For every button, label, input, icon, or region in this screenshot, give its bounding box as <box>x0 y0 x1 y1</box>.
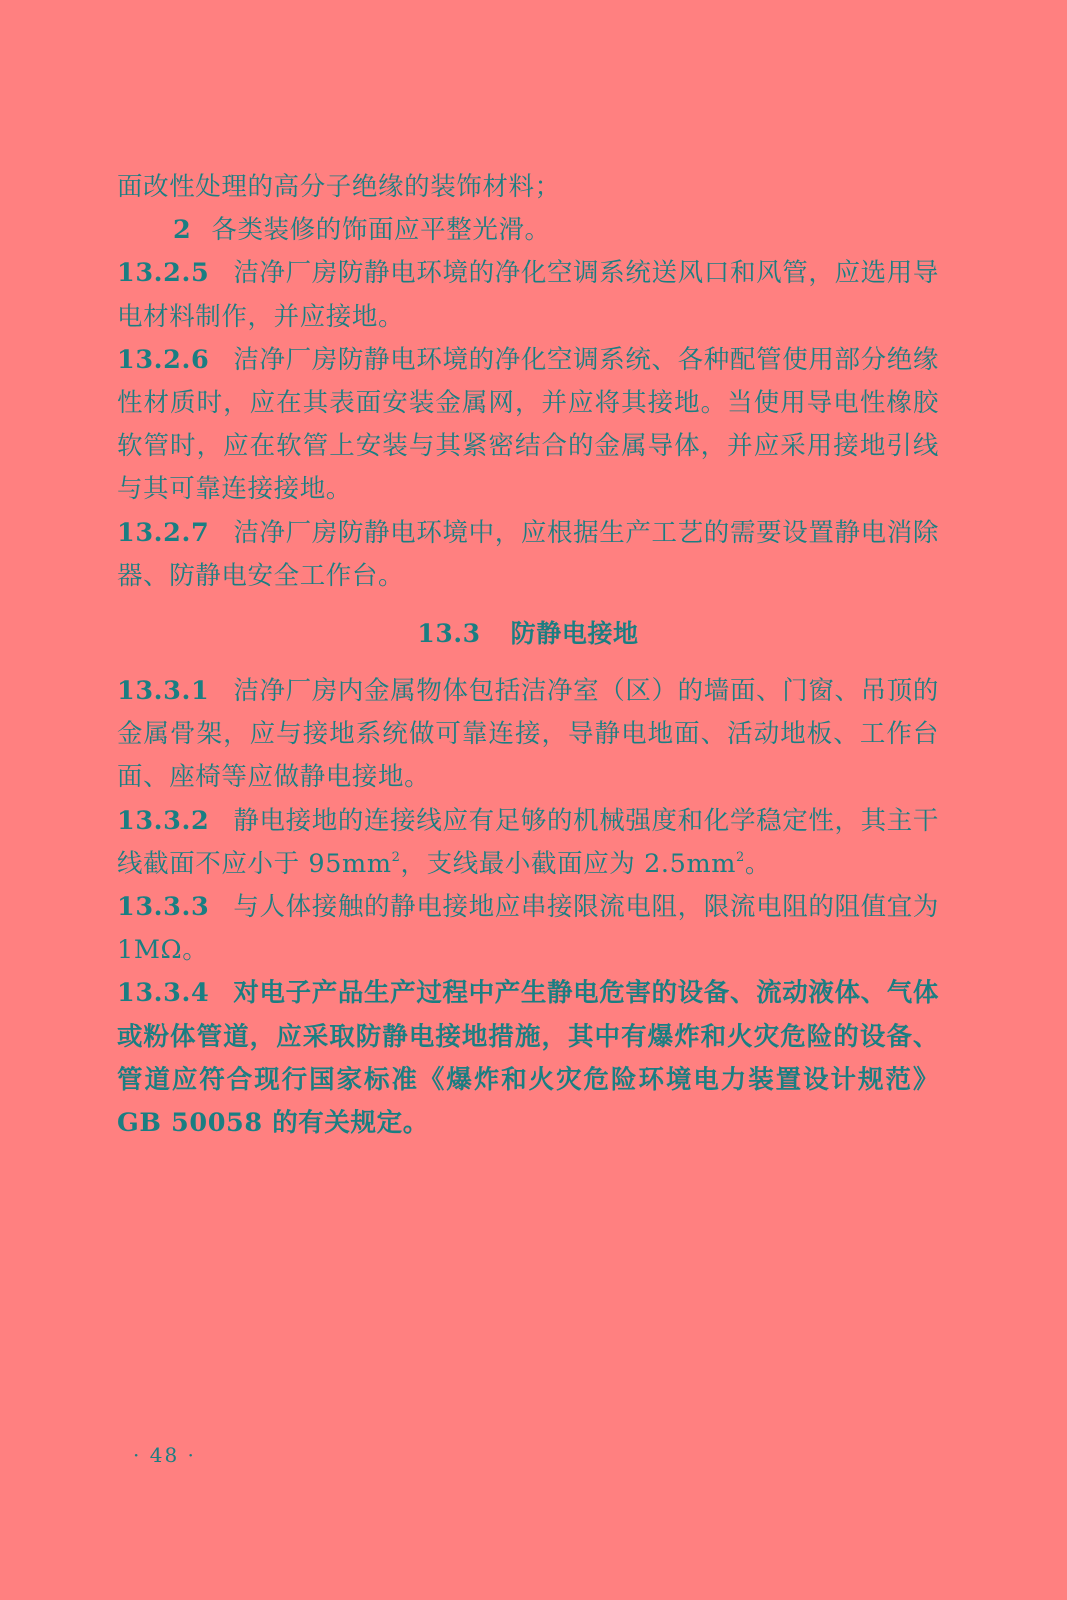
clause-13-3-2 <box>117 800 939 886</box>
clause-13-2-7 <box>117 512 939 598</box>
superscript: 2 <box>736 849 745 865</box>
clause-text: 与人体接触的静电接地应串接限流电阻，限流电阻的阻值宜为 1MΩ。 <box>117 892 939 966</box>
section-number: 13.3 <box>417 619 481 649</box>
clause-text: 洁净厂房防静电环境的净化空调系统送风口和风管，应选用导电材料制作，并应接地。 <box>117 258 939 332</box>
clause-number: 13.3.4 <box>117 978 210 1009</box>
list-item-2 <box>117 209 939 252</box>
clause-13-2-6 <box>117 339 939 512</box>
clause-13-2-5 <box>117 252 939 338</box>
clause-number: 13.3.1 <box>117 676 210 707</box>
section-heading-13-3 <box>117 604 939 664</box>
clause-number: 13.2.5 <box>117 258 210 289</box>
paragraph-text: 面改性处理的高分子绝缘的装饰材料； <box>117 172 561 202</box>
list-item-text: 各类装修的饰面应平整光滑。 <box>211 215 551 246</box>
clause-text: 对电子产品生产过程中产生静电危害的设备、流动液体、气体或粉体管道，应采取防静电接地措施，其中有爆炸和火灾危险的设备、管道应符合现行国家标准《爆炸和火灾危险环境电力装置设计规范》GB 50058 的有关规定。 <box>117 978 939 1139</box>
clause-text: ，支线最小截面应为 2.5mm <box>400 848 737 879</box>
page-number: · 48 · <box>133 1443 196 1467</box>
clause-number: 13.3.3 <box>117 892 210 923</box>
continued-paragraph <box>117 166 939 209</box>
clause-text: 洁净厂房内金属物体包括洁净室（区）的墙面、门窗、吊顶的金属骨架，应与接地系统做可靠连接，导静电地面、活动地板、工作台面、座椅等应做静电接地。 <box>117 676 939 793</box>
clause-number: 13.2.7 <box>117 517 210 548</box>
clause-text: 。 <box>744 848 772 879</box>
clause-13-3-4 <box>117 972 939 1145</box>
clause-number: 13.2.6 <box>117 344 210 375</box>
body-text <box>117 166 939 1145</box>
clause-13-3-3 <box>117 886 939 972</box>
clause-text: 洁净厂房防静电环境的净化空调系统、各种配管使用部分绝缘性材质时，应在其表面安装金属网，并应将其接地。当使用导电性橡胶软管时，应在软管上安装与其紧密结合的金属导体，并应采用接地引线与其可靠连接接地。 <box>117 344 939 505</box>
section-title: 防静电接地 <box>510 619 639 649</box>
superscript: 2 <box>391 849 401 865</box>
clause-13-3-1 <box>117 670 939 800</box>
list-item-number: 2 <box>173 215 192 246</box>
clause-text: 静电接地的连接线应有足够的机械强度和化学稳定性，其主干线截面不应小于 95mm <box>117 805 939 879</box>
clause-number: 13.3.2 <box>117 805 210 836</box>
clause-text: 洁净厂房防静电环境中，应根据生产工艺的需要设置静电消除器、防静电安全工作台。 <box>117 517 939 591</box>
